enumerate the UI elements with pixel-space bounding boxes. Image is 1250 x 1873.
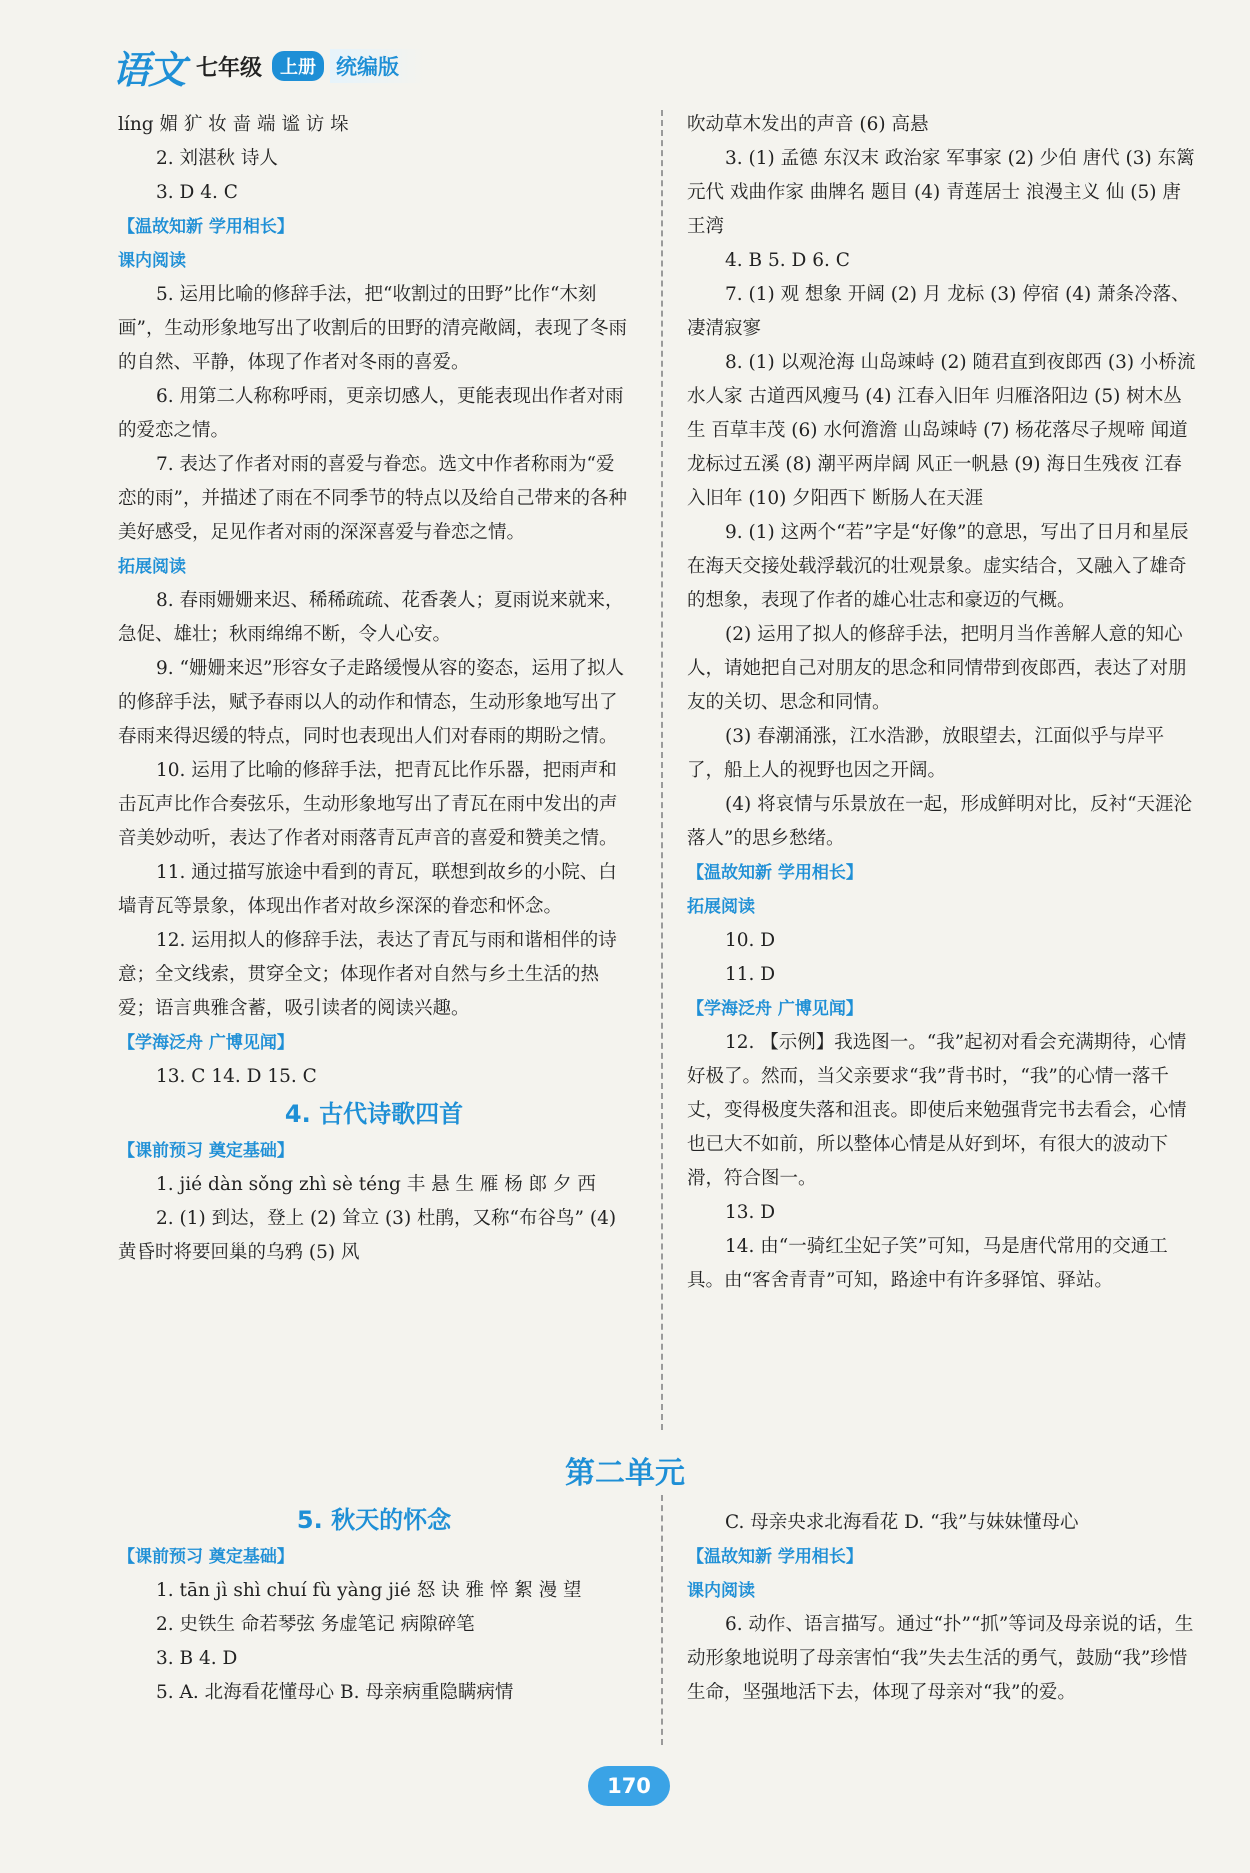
subsection-heading: 拓展阅读 (687, 897, 755, 917)
lesson-title: 4. 古代诗歌四首 (284, 1100, 464, 1128)
answer-line: 5. A. 北海看花懂母心 B. 母亲病重隐瞒病情 (156, 1682, 514, 1703)
right-column (687, 108, 1199, 1298)
answer-line: 13. D (725, 1202, 776, 1223)
answer-line: 2. 刘湛秋 诗人 (156, 148, 278, 169)
answer-paragraph: 6. 用第二人称称呼雨，更亲切感人，更能表现出作者对雨的爱恋之情。 (118, 386, 624, 441)
subsection-heading: 课内阅读 (118, 251, 186, 271)
right-bottom-column (687, 1506, 1199, 1710)
grade-label: 七年级 (196, 55, 263, 81)
answer-paragraph: 10. 运用了比喻的修辞手法，把青瓦比作乐器，把雨声和击瓦声比作合奏弦乐，生动形象地写出了青瓦在雨中发出的声音美妙动听，表达了作者对雨落青瓦声音的喜爱和赞美之情。 (118, 760, 618, 849)
answer-paragraph: 11. 通过描写旅途中看到的青瓦，联想到故乡的小院、白墙青瓦等景象，体现出作者对故乡深深的眷恋和怀念。 (118, 862, 617, 917)
subsection-heading: 拓展阅读 (118, 557, 186, 577)
left-column (118, 108, 630, 1270)
answer-line: 3. B 4. D (156, 1648, 238, 1669)
answer-paragraph: 9. “姗姗来迟”形容女子走路缓慢从容的姿态，运用了拟人的修辞手法，赋予春雨以人的动作和情态，生动形象地写出了春雨来得迟缓的特点，同时也表现出人们对春雨的期盼之情。 (118, 658, 624, 747)
answer-line: 2. 史铁生 命若琴弦 务虚笔记 病隙碎笔 (156, 1614, 475, 1635)
book-header (112, 44, 425, 92)
book-logo: 语文 (112, 47, 185, 92)
answer-paragraph: (4) 将哀情与乐景放在一起，形成鲜明对比，反衬“天涯沦落人”的思乡愁绪。 (687, 794, 1193, 849)
answer-paragraph: 3. (1) 孟德 东汉末 政治家 军事家 (2) 少伯 唐代 (3) 东篱 元代 戏曲作家 曲牌名 题目 (4) 青莲居士 浪漫主义 仙 (5) 唐 王湾 (687, 148, 1195, 237)
answer-paragraph: 2. (1) 到达，登上 (2) 耸立 (3) 杜鹃，又称“布谷鸟” (4) 黄昏时将要回巢的乌鸦 (5) 风 (118, 1208, 617, 1263)
column-divider-bottom (661, 1495, 663, 1745)
left-bottom-column (118, 1500, 630, 1710)
section-heading: 【课前预习 奠定基础】 (118, 1547, 294, 1567)
unit-title: 第二单元 (565, 1456, 685, 1491)
answer-paragraph: 12. 【示例】我选图一。“我”起初对看会充满期待，心情好极了。然而，当父亲要求“我”背书时，“我”的心情一落千丈，变得极度失落和沮丧。即使后来勉强背完书去看会，心情也已大不如前，所以整体心情是从好到坏，有很大的波动下滑，符合图一。 (687, 1032, 1187, 1189)
answer-paragraph: 8. (1) 以观沧海 山岛竦峙 (2) 随君直到夜郎西 (3) 小桥流水人家 古道西风瘦马 (4) 江春入旧年 归雁洛阳边 (5) 树木丛生 百草丰茂 (6) 水何澹澹 山岛竦峙 (7) 杨花落尽子规啼 闻道龙标过五溪 (8) 潮平两岸阔 风正一帆悬 (9) 海日生残夜 江春入旧年 (10) 夕阳西下 断肠人在天涯 (687, 352, 1196, 509)
section-heading: 【温故知新 学用相长】 (118, 217, 294, 237)
answer-paragraph: 6. 动作、语言描写。通过“扑”“抓”等词及母亲说的话，生动形象地说明了母亲害怕“我”失去生活的勇气，鼓励“我”珍惜生命，坚强地活下去，体现了母亲对“我”的爱。 (687, 1614, 1194, 1703)
answer-paragraph: (3) 春潮涌涨，江水浩渺，放眼望去，江面似乎与岸平了，船上人的视野也因之开阔。 (687, 726, 1165, 781)
column-divider (661, 110, 663, 1430)
answer-paragraph: 5. 运用比喻的修辞手法，把“收割过的田野”比作“木刻画”，生动形象地写出了收割后的田野的清亮敞阔，表现了冬雨的自然、平静，体现了作者对冬雨的喜爱。 (118, 284, 627, 373)
answer-line: 3. D 4. C (156, 182, 238, 203)
answer-line: 11. D (725, 964, 776, 985)
volume-badge: 上册 (272, 51, 324, 81)
edition-label: 统编版 (330, 49, 425, 83)
answer-line: 4. B 5. D 6. C (725, 250, 850, 271)
answer-paragraph: 1. tān jì shì chuí fù yàng jié 怒 诀 雅 悴 絮 漫 望 (156, 1580, 582, 1601)
answer-line: C. 母亲央求北海看花 D. “我”与妹妹懂母心 (725, 1512, 1079, 1533)
subsection-heading: 课内阅读 (687, 1581, 755, 1601)
section-heading: 【温故知新 学用相长】 (687, 1547, 863, 1567)
section-heading: 【温故知新 学用相长】 (687, 863, 863, 883)
answer-paragraph: 7. 表达了作者对雨的喜爱与眷恋。选文中作者称雨为“爱恋的雨”，并描述了雨在不同季节的特点以及给自己带来的各种美好感受，足见作者对雨的深深喜爱与眷恋之情。 (118, 454, 627, 543)
answer-paragraph: 14. 由“一骑红尘妃子笑”可知，马是唐代常用的交通工具。由“客舍青青”可知，路途中有许多驿馆、驿站。 (687, 1236, 1168, 1291)
lesson-title: 5. 秋天的怀念 (296, 1506, 452, 1534)
answer-paragraph: 1. jié dàn sǒng zhì sè téng 丰 悬 生 雁 杨 郎 夕 西 (156, 1174, 596, 1195)
answer-line: 13. C 14. D 15. C (156, 1066, 317, 1087)
section-heading: 【学海泛舟 广博见闻】 (118, 1033, 294, 1053)
answer-paragraph: (2) 运用了拟人的修辞手法，把明月当作善解人意的知心人，请她把自己对朋友的思念和同情带到夜郎西，表达了对朋友的关切、思念和同情。 (687, 624, 1187, 713)
answer-paragraph: 12. 运用拟人的修辞手法，表达了青瓦与雨和谐相伴的诗意；全文线索，贯穿全文；体现作者对自然与乡土生活的热爱；语言典雅含蓄，吸引读者的阅读兴趣。 (118, 930, 617, 1019)
text-line: 吹动草木发出的声音 (6) 高悬 (687, 114, 929, 135)
section-heading: 【课前预习 奠定基础】 (118, 1141, 294, 1161)
answer-paragraph: 8. 春雨姗姗来迟、稀稀疏疏、花香袭人；夏雨说来就来，急促、雄壮；秋雨绵绵不断，令人心安。 (118, 590, 624, 645)
answer-paragraph: 9. (1) 这两个“若”字是“好像”的意思，写出了日月和星辰在海天交接处载浮载沉的壮观景象。虚实结合，又融入了雄奇的想象，表现了作者的雄心壮志和豪迈的气概。 (687, 522, 1189, 611)
answer-paragraph: 7. (1) 观 想象 开阔 (2) 月 龙标 (3) 停宿 (4) 萧条冷落、凄清寂寥 (687, 284, 1190, 339)
answer-line: 10. D (725, 930, 776, 951)
text-line: líng 媚 犷 妆 啬 端 谧 访 垛 (118, 114, 349, 135)
section-heading: 【学海泛舟 广博见闻】 (687, 999, 863, 1019)
page-number: 170 (588, 1766, 670, 1806)
